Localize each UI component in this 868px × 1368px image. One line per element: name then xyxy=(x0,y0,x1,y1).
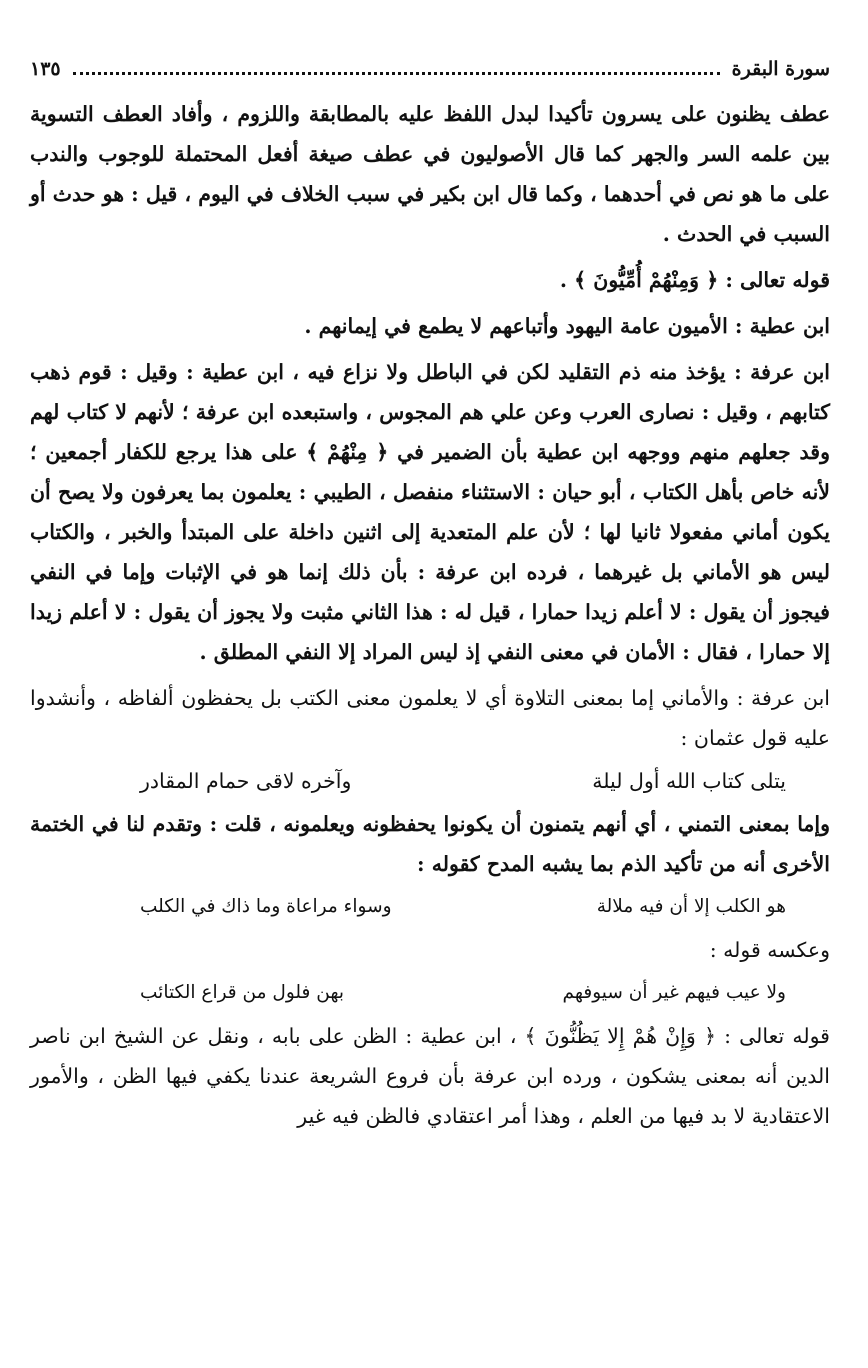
dotted-leader xyxy=(73,60,720,75)
paragraph: وعكسه قوله : xyxy=(709,938,830,962)
verse-second-hemistich: بهن فلول من قراع الكتائب xyxy=(140,982,344,1003)
paragraph: ابن عطية : الأميون عامة اليهود وأتباعهم لا يطمع في إيمانهم . xyxy=(304,314,830,338)
paragraph: وإما بمعنى التمني ، أي أنهم يتمنون أن يكونوا يحفظونه ويعلمونه ، قلت : وتقدم لنا في الختمة الأخرى أنه من تأكيد الذم بما يشبه المدح كقوله : xyxy=(30,812,831,876)
verse-first-hemistich: يتلى كتاب الله أول ليلة xyxy=(592,769,786,793)
poem-verse xyxy=(30,758,830,804)
verse-first-hemistich: هو الكلب إلا أن فيه ملالة xyxy=(596,896,786,917)
paragraph: ابن عرفة : والأماني إما بمعنى التلاوة أي لا يعلمون معنى الكتب بل يحفظون ألفاظه ، وأنشدوا عليه قول عثمان : xyxy=(30,686,830,750)
verse-second-hemistich: وسواء مراعاة وما ذاك في الكلب xyxy=(140,896,392,917)
poem-verse xyxy=(30,970,830,1016)
paragraph: عطف يظنون على يسرون تأكيدا لبدل اللفظ عليه بالمطابقة واللزوم ، وأفاد العطف التسوية بين علمه السر والجهر كما قال الأصوليون في عطف صيغة أفعل المحتملة للوجوب والندب على ما هو نص في أحدهما ، وكما قال ابن بكير في سبب الخلاف في اليوم ، قيل : هو حدث أو السبب في الحدث . xyxy=(30,102,830,246)
poem-verse xyxy=(30,884,830,930)
surah-title: سورة البقرة xyxy=(731,58,830,80)
page-number: ١٣٥ xyxy=(30,58,61,80)
running-head xyxy=(30,58,830,88)
text-body xyxy=(30,94,830,1136)
paragraph: قوله تعالى : ﴿ وَإِنْ هُمْ إِلا يَظُنُّونَ ﴾ ، ابن عطية : الظن على بابه ، ونقل عن الشيخ ابن ناصر الدين أنه بمعنى يشكون ، ورده ابن عرفة بأن فروع الشريعة عندنا يكفي فيها الظن ، والأمور الاعتقادية لا بد فيها من العلم ، وهذا أمر اعتقادي فالظن فيه غير xyxy=(30,1024,830,1128)
verse-second-hemistich: وآخره لاقى حمام المقادر xyxy=(140,769,352,793)
verse-first-hemistich: ولا عيب فيهم غير أن سيوفهم xyxy=(562,982,786,1003)
paragraph-verse-quote: قوله تعالى : ﴿ وَمِنْهُمْ أُمِّيُّونَ ﴾ . xyxy=(559,268,830,292)
paragraph: ابن عرفة : يؤخذ منه ذم التقليد لكن في الباطل ولا نزاع فيه ، ابن عطية : وقيل : قوم ذهب كتابهم ، وقيل : نصارى العرب وعن علي هم المجوس ، واستبعده ابن عرفة ؛ لأنهم لا كتاب لهم وقد جعلهم منهم ووجهه ابن عطية بأن الضمير في ﴿ مِنْهُمْ ﴾ على هذا يرجع للكفار أجمعين ؛ لأنه خاص بأهل الكتاب ، أبو حيان : الاستثناء منفصل ، الطيبي : يعلمون بما يعرفون ولا يصح أن يكون أماني مفعولا ثانيا لها ؛ لأن علم المتعدية إلى اثنين داخلة على المبتدأ والخبر ، والكتاب ليس هو الأماني بل غيرهما ، فرده ابن عرفة : بأن ذلك إنما هو في الإثبات وإما في النفي فيجوز أن يقول : لا أعلم زيدا حمارا ، قيل له : هذا الثاني مثبت ولا يجوز أن يقول : لا أعلم زيدا إلا حمارا ، فقال : الأمان في معنى النفي إذ ليس المراد إلا النفي المطلق . xyxy=(30,360,831,664)
